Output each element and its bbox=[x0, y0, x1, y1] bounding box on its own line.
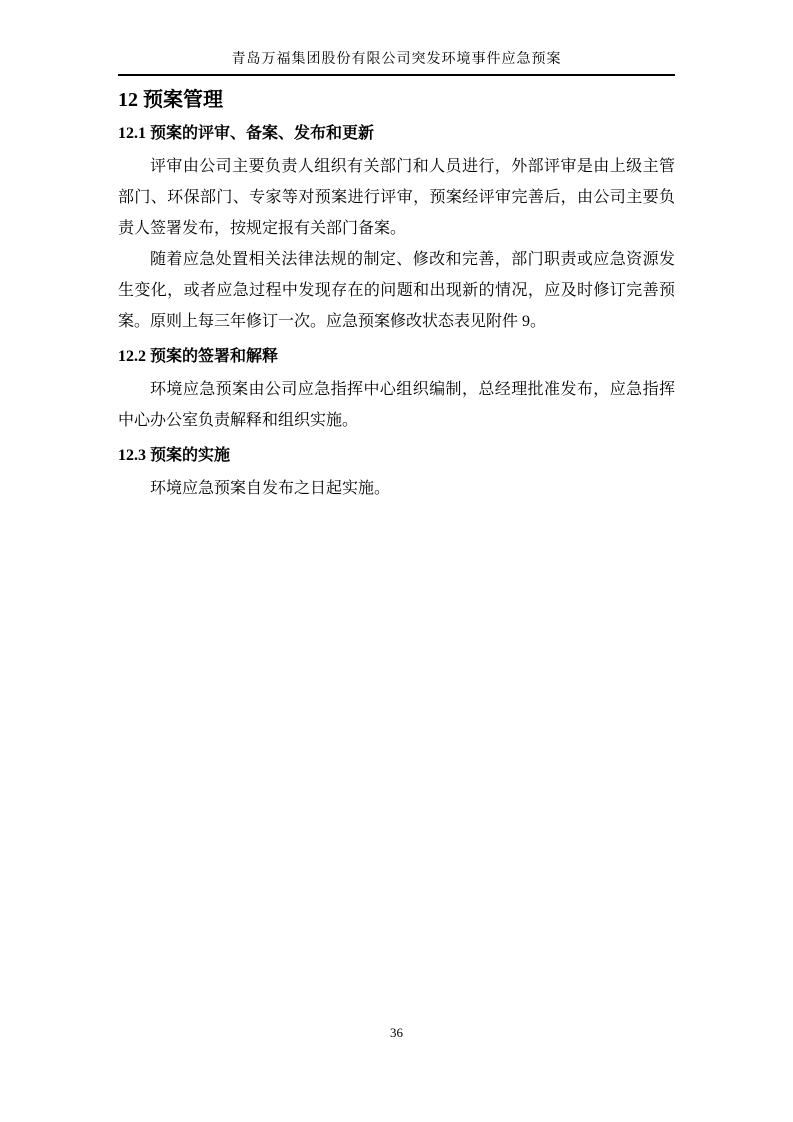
chapter-title: 12 预案管理 bbox=[118, 89, 223, 111]
subsection-heading-12-2: 12.2 预案的签署和解释 bbox=[118, 348, 279, 365]
paragraph: 环境应急预案由公司应急指挥中心组织编制，总经理批准发布，应急指挥中心办公室负责解释和组织实施。 bbox=[118, 381, 675, 429]
subsection-heading-12-3: 12.3 预案的实施 bbox=[118, 447, 231, 464]
document-body bbox=[118, 86, 675, 504]
subsection-heading-12-1: 12.1 预案的评审、备案、发布和更新 bbox=[118, 125, 375, 142]
header-title: 青岛万福集团股份有限公司突发环境事件应急预案 bbox=[231, 52, 562, 67]
page-header bbox=[118, 49, 675, 76]
page-footer bbox=[0, 1024, 793, 1042]
paragraph: 随着应急处置相关法律法规的制定、修改和完善，部门职责或应急资源发生变化，或者应急过程中发现存在的问题和出现新的情况，应及时修订完善预案。原则上每三年修订一次。应急预案修改状态表见附件 9。 bbox=[118, 251, 675, 330]
paragraph: 环境应急预案自发布之日起实施。 bbox=[150, 480, 391, 497]
page-number: 36 bbox=[390, 1025, 403, 1040]
paragraph: 评审由公司主要负责人组织有关部门和人员进行，外部评审是由上级主管部门、环保部门、专家等对预案进行评审，预案经评审完善后，由公司主要负责人签署发布，按规定报有关部门备案。 bbox=[118, 158, 675, 237]
